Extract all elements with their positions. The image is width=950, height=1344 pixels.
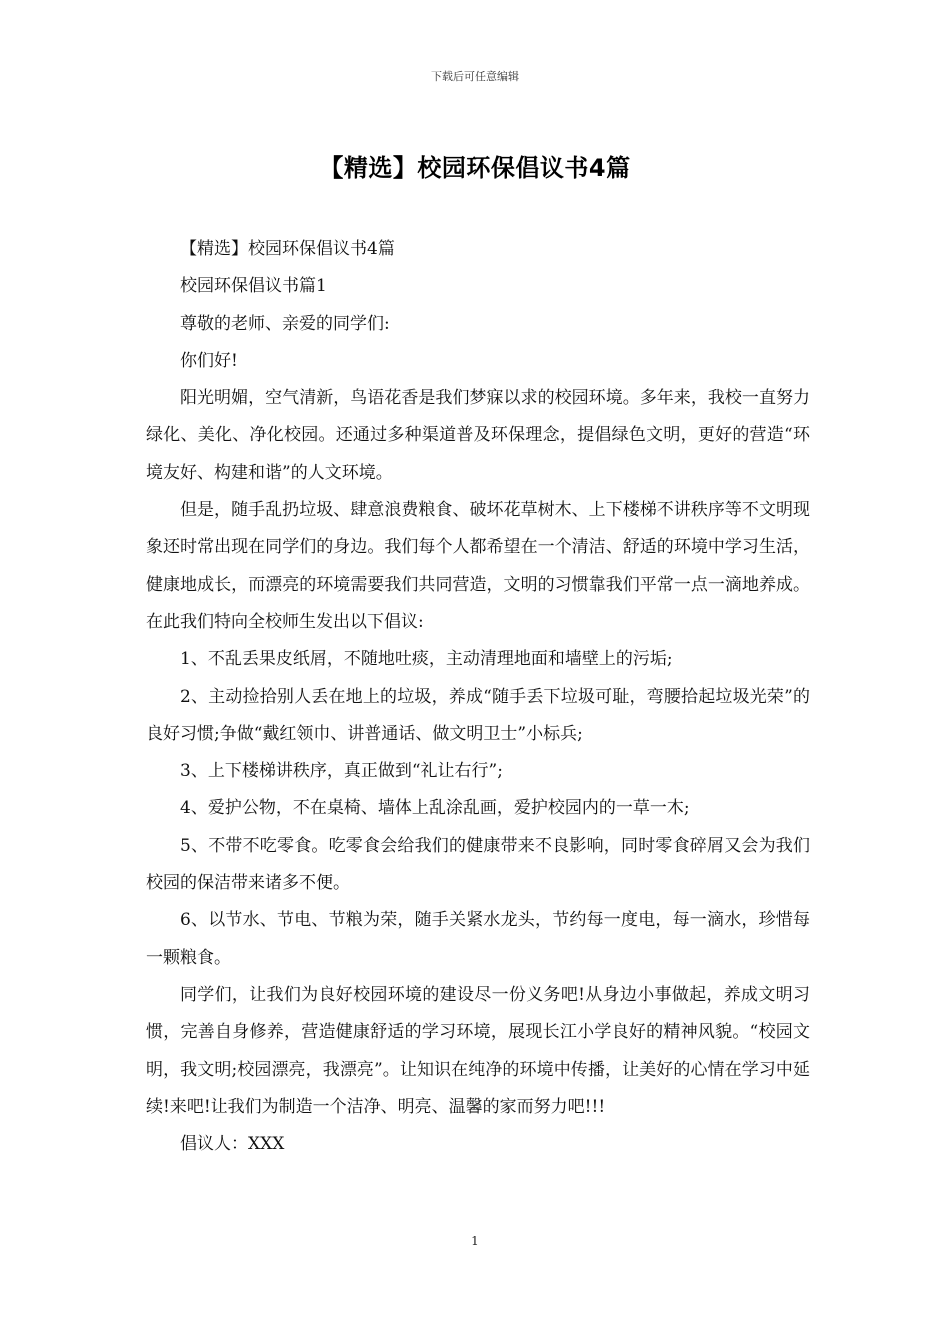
paragraph-subtitle: 【精选】校园环保倡议书4篇 xyxy=(180,239,395,259)
paragraph-item-4: 4、爱护公物，不在桌椅、墙体上乱涂乱画，爱护校园内的一草一木; xyxy=(180,798,690,819)
page-header-note: 下载后可任意编辑 xyxy=(431,70,519,83)
paragraph-item-6: 6、以节水、节电、节粮为荣，随手关紧水龙头，节约每一度电，每一滴水，珍惜每一颗粮食。 xyxy=(146,910,810,968)
document-body xyxy=(146,231,810,1163)
document-title: 【精选】校园环保倡议书4篇 xyxy=(319,154,631,182)
paragraph-item-5: 5、不带不吃零食。吃零食会给我们的健康带来不良影响，同时零食碎屑又会为我们校园的保洁带来诸多不便。 xyxy=(146,835,810,894)
paragraph-problem: 但是，随手乱扔垃圾、肆意浪费粮食、破坏花草树木、上下楼梯不讲秩序等不文明现象还时常出现在同学们的身边。我们每个人都希望在一个清洁、舒适的环境中学习生活，健康地成长，而漂亮的环境需要我们共同营造，文明的习惯靠我们平常一点一滴地养成。在此我们特向全校师生发出以下倡议: xyxy=(146,500,810,632)
paragraph-salutation: 尊敬的老师、亲爱的同学们: xyxy=(180,313,390,334)
paragraph-item-3: 3、上下楼梯讲秩序，真正做到“礼让右行”; xyxy=(180,761,503,782)
page-number: 1 xyxy=(471,1234,479,1248)
paragraph-greeting: 你们好! xyxy=(180,350,238,371)
paragraph-item-1: 1、不乱丢果皮纸屑，不随地吐痰，主动清理地面和墙壁上的污垢; xyxy=(180,649,673,670)
paragraph-intro: 阳光明媚，空气清新，鸟语花香是我们梦寐以求的校园环境。多年来，我校一直努力绿化、美化、净化校园。还通过多种渠道普及环保理念，提倡绿色文明，更好的营造“环境友好、构建和谐”的人文环境。 xyxy=(146,388,810,483)
paragraph-section-heading: 校园环保倡议书篇1 xyxy=(180,276,327,297)
paragraph-closing: 同学们，让我们为良好校园环境的建设尽一份义务吧!从身边小事做起，养成文明习惯，完善自身修养，营造健康舒适的学习环境，展现长江小学良好的精神风貌。“校园文明，我文明;校园漂亮，我漂亮”。让知识在纯净的环境中传播，让美好的心情在学习中延续!来吧!让我们为制造一个洁净、明亮、温馨的家而努力吧!!! xyxy=(146,984,810,1117)
paragraph-signature: 倡议人：XXX xyxy=(180,1134,285,1155)
paragraph-item-2: 2、主动捡拾别人丢在地上的垃圾，养成“随手丢下垃圾可耻，弯腰拾起垃圾光荣”的良好习惯;争做“戴红领巾、讲普通话、做文明卫士”小标兵; xyxy=(146,686,810,744)
